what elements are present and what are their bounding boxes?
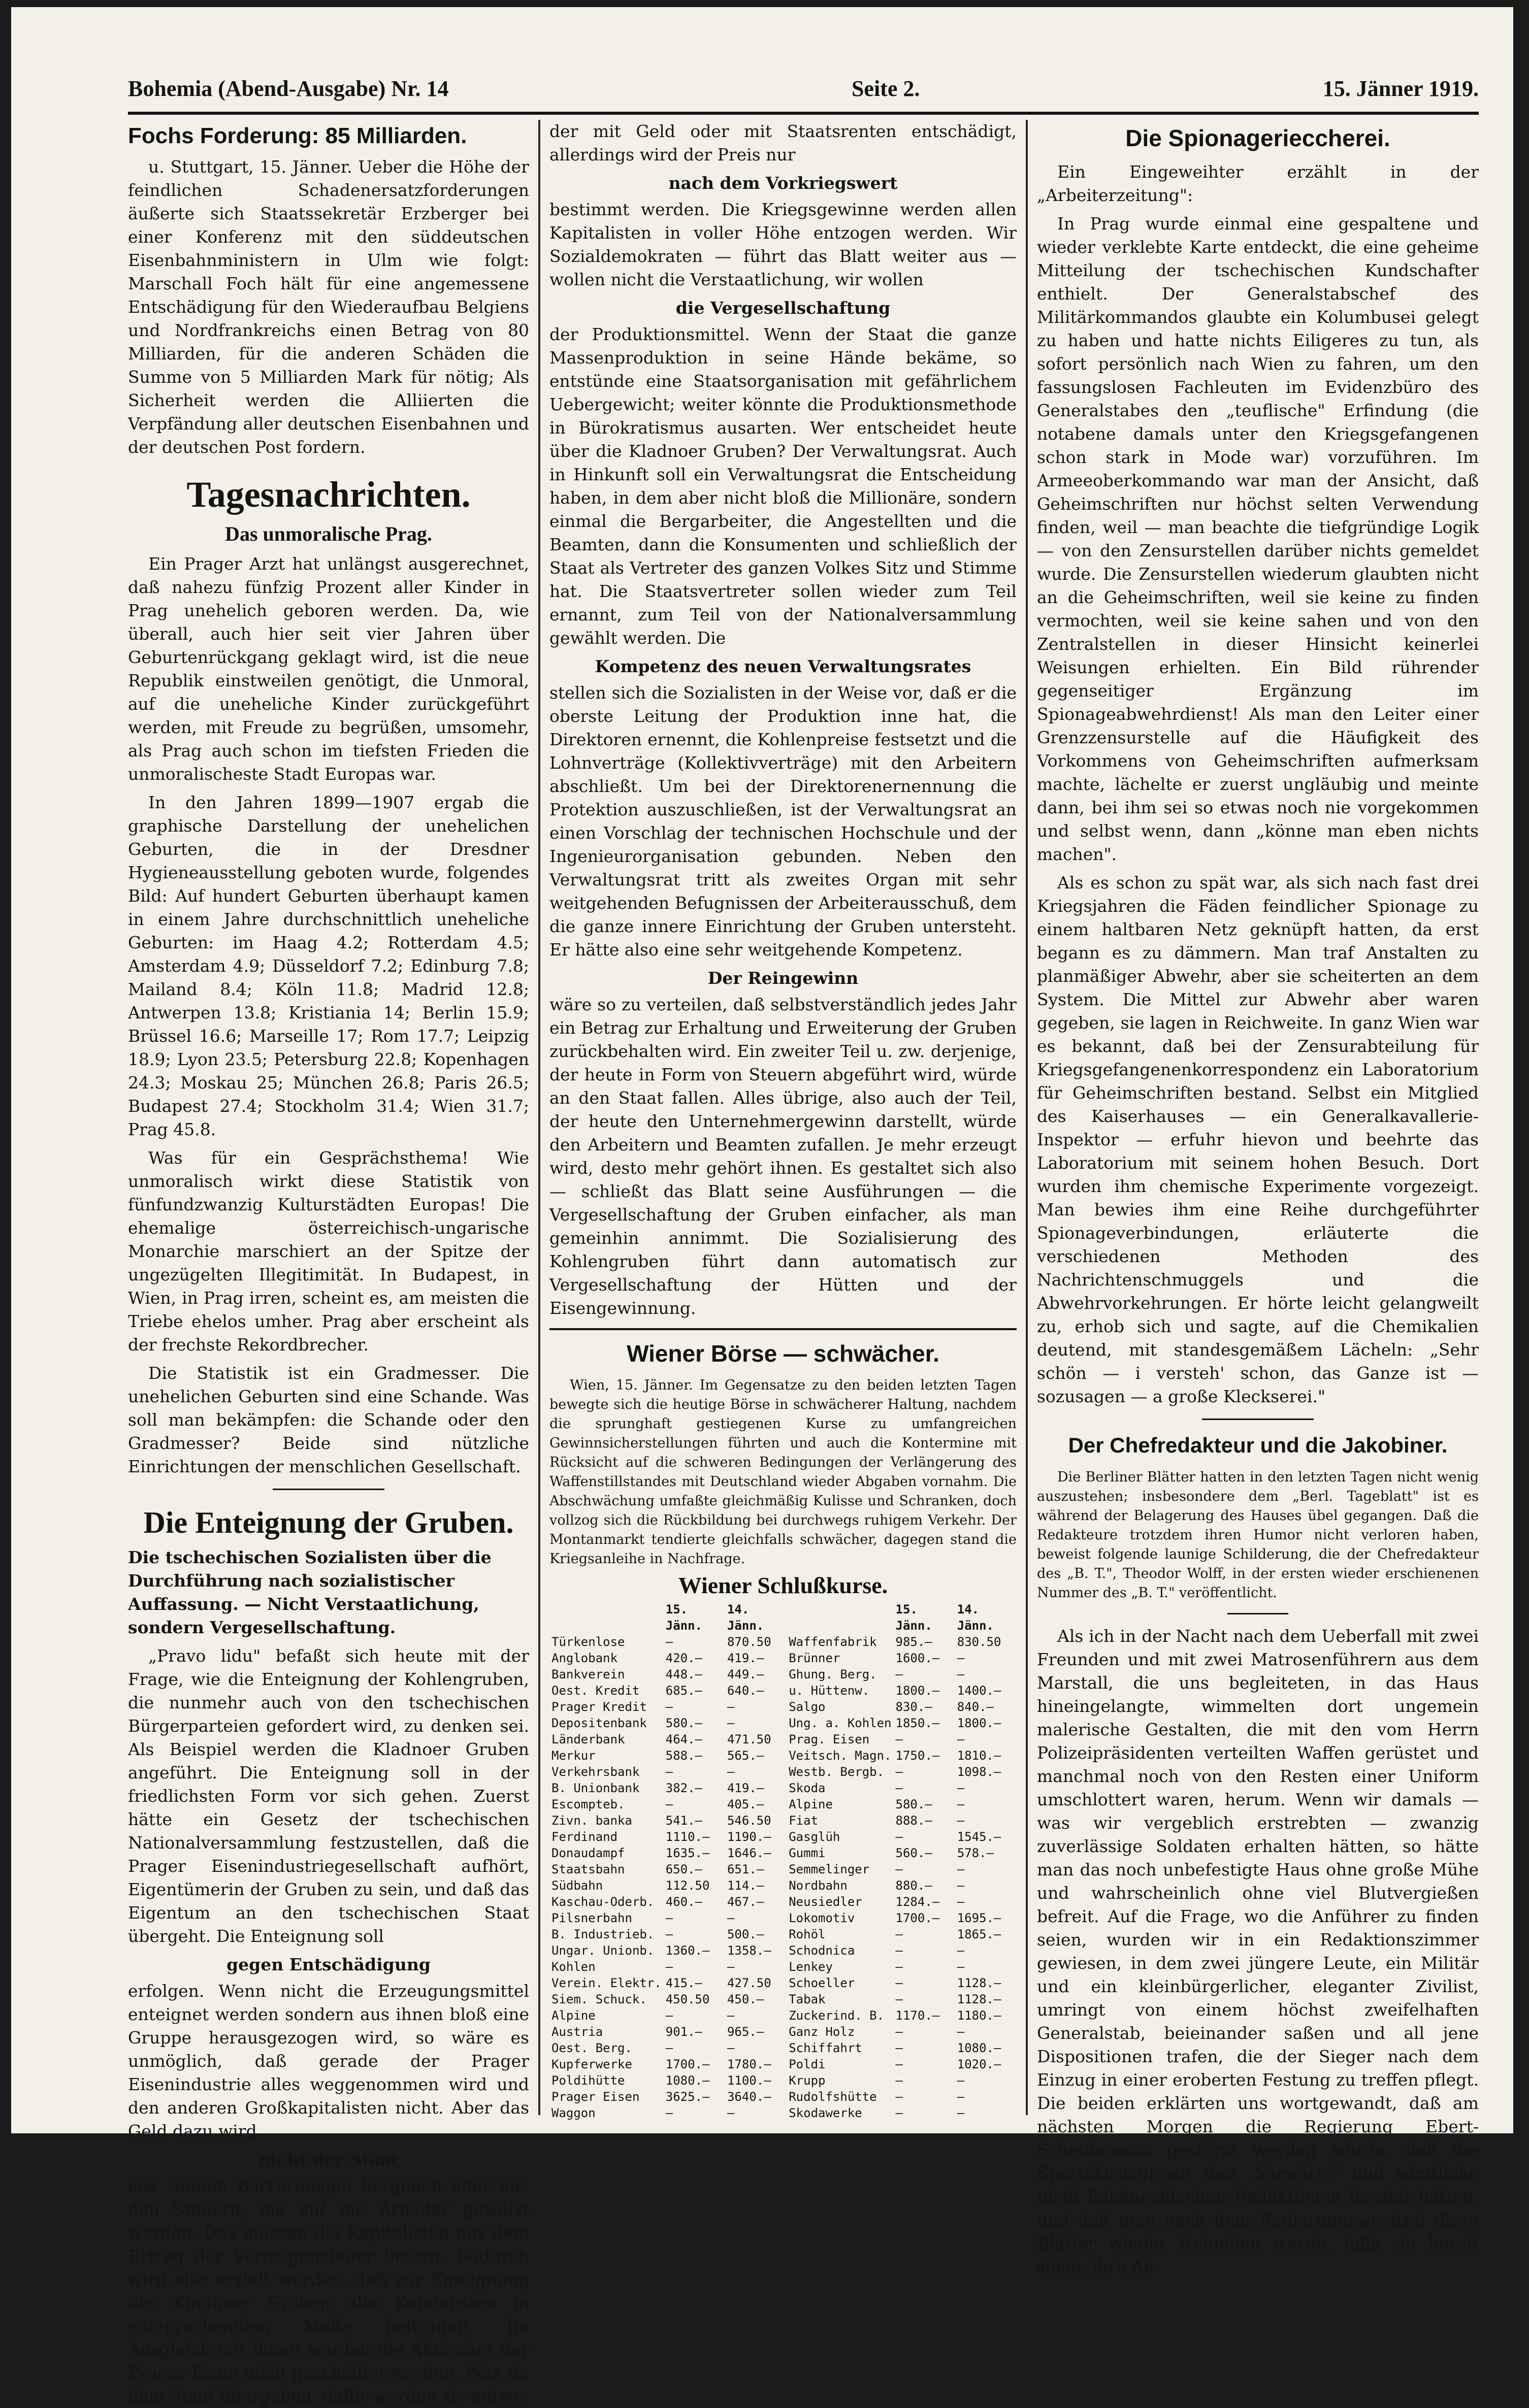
table-cell: 427.50 — [727, 1976, 771, 1990]
spionage-paragraph: Ein Eingeweihter erzählt in der „Arbeiterzeitung": — [1037, 162, 1479, 205]
table-cell: — — [895, 2041, 903, 2055]
table-cell: 460.— — [665, 1895, 702, 1909]
table-row — [549, 2056, 1017, 2072]
table-cell: Prager Kredit — [551, 1700, 647, 1714]
table-cell: 448.— — [665, 1667, 702, 1681]
prag-paragraph: Ein Prager Arzt hat unlängst ausgerechnet, daß nahezu fünfzig Prozent aller Kinder in Prag unehelich geboren werden. Da, wie überall, auch hier seit vier Jahren über Geburtenrückgang geklagt wird, ist die neue Republik einstweilen genötigt, die Unmoral, auf die uneheliche Kinder zurückgeführt werden, mit Freude zu begrüßen, umsomehr, als Prag auch schon im tiefsten Frieden die unmoralischeste Stadt Europas war. — [128, 554, 529, 784]
table-cell: Zuckerind. B. — [789, 2008, 885, 2023]
stock-quotes-table — [549, 1601, 1017, 2121]
table-cell: Rudolfshütte — [789, 2090, 877, 2104]
table-cell: Ghung. Berg. — [789, 1667, 877, 1681]
table-cell: 500.— — [727, 1927, 764, 1941]
table-cell: Skodawerke — [789, 2106, 862, 2120]
table-cell: — — [957, 1895, 965, 1909]
table-cell: Verein. Elektr. — [551, 1976, 662, 1990]
table-cell: 1110.— — [665, 1830, 710, 1844]
table-cell: Austria — [551, 2025, 603, 2039]
table-cell: — — [895, 1960, 903, 1974]
spionage-paragraph: Als es schon zu spät war, als sich nach fast drei Kriegsjahren die Fäden feindlicher Spionage zu einem haltbaren Netz geknüpft hatten, da erst begann es zu dämmern. Man traf Anstalten zu planmäßiger Abwehr, aber sie scheiterten an dem System. Die Mittel zur Abwehr aber waren gegeben, sie lagen in Reichweite. In ganz Wien war es bekannt, daß bei der Zensurabteilung für Kriegsgefangenenkorrespondenz ein Laboratorium für Geheimschriften bestand. Selbst ein Mitglied des Kaiserhauses — ein Generalkavallerie-Inspektor — erfuhr hievon und beehrte das Laboratorium mit seinem hohen Besuch. Dort wurden ihm chemische Experimente vorgezeigt. Man bewies ihm eine Reihe durchgeführter Spionageverbindungen, erläuterte die verschiedenen Methoden des Nachrichtenschmuggels und die Abwehrvorkehrungen. Er hörte leicht gelangweilt zu, erhob sich und sagte, auf die Chemikalien deutend, mit standesgemäßem Lächeln: „Sehr schön — i versteh' schon, das Ganze ist — sozusagen — a große Kleckserei." — [1037, 873, 1479, 1406]
table-cell: 1358.— — [727, 1943, 771, 1958]
table-cell: — — [665, 1911, 673, 1925]
boerse-report: Wien, 15. Jänner. Im Gegensatze zu den beiden letzten Tagen bewegte sich die heutige Börse in schwächerer Haltung, nachdem die sprunghaft gestiegenen Kurse zu umfangreichen Gewinnsicherstellungen führten und auch die Kontermine mit Rücksicht auf die schweren Bedingungen der Verlängerung des Waffenstillstandes mit Deutschland wieder Abgaben vornahm. Die Abschwächung umfaßte gleichmäßig Kulisse und Schranken, doch vollzog sich die Rückbildung bei durchwegs ruhigem Verkehr. Der Montanmarkt tendierte gleichfalls schwächer, dagegen stand die Kriegsanleihe in Nachfrage. — [549, 1377, 1017, 1567]
table-cell: 1545.— — [957, 1830, 1001, 1844]
table-cell: Prag. Eisen — [789, 1732, 870, 1746]
table-cell: Gummi — [789, 1846, 826, 1860]
table-cell: Neusiedler — [789, 1895, 862, 1909]
column-2 — [549, 120, 1017, 2120]
stock-quotes-header-cell — [549, 1601, 664, 1634]
table-cell: Skoda — [789, 1781, 826, 1795]
stock-quotes-header — [549, 1601, 1017, 1634]
table-cell: Salgo — [789, 1700, 826, 1714]
table-cell: 1170.— — [895, 2008, 940, 2023]
chefredakteur-paragraph: Als ich in der Nacht nach dem Ueberfall mit zwei Freunden und mit zwei Matrosenführern aus dem Marstall, die uns begleiteten, in das Haus hineingelangte, wimmelten dort ungemein malerische Gestalten, die mit den vom Herrn Polizeipräsidenten verteilten Waffen gerüstet und manchmal noch von den Resten einer Uniform umschlottert waren, herum. Wenn wir damals — was wir vergeblich erstrebten — zwanzig zuverlässige Soldaten erhalten hätten, so hätte man das noch unbefestigte Haus ohne große Mühe und wahrscheinlich ohne viel Blutvergießen befreit. Auf die Frage, wo die Anführer zu finden seien, wurden wir in ein Redaktionszimmer gewiesen, in dem zwei jüngere Leute, ein Militär und ein kleinbürgerlicher, eleganter Zivilist, umringt von einem höchst zweifelhaften Generalstab, beieinander saßen und all jene Dispositionen trafen, die der Sieger nach dem Einzug in einer eroberten Festung zu treffen pflegt. Die beiden erklärten uns wortgewandt, daß am nächsten Morgen die Regierung Ebert-Scheidemann gestürzt werden würde, daß die Spartakustruppen den „Vorwärts" und sämtliche nicht liebknechtschen Redaktionen besetzt hätten, und daß man nach dem Regierungswechsel diese Blätter wieder freigeben werde, falls sie bereit seien, ihre An- — [1037, 1626, 1479, 2277]
table-cell: 888.— — [895, 1813, 932, 1828]
spionage-paragraph: In Prag wurde einmal eine gespaltene und wieder verklebte Karte entdeckt, die eine geheime Mitteilung der tschechischen Kundschafter enthielt. Der Generalstabschef des Militärkommandos glaubte ein Kolumbusei gelegt zu haben und hatte nichts Eiligeres zu tun, als sofort persönlich nach Wien zu fahren, um den fassungslosen Fachleuten im Evidenzbüro des Generalstabes den „teuflische" Erfindung (die notabene damals unter den Kriegsgefangenen schon stark in Mode war) vorzuführen. Im Armeeoberkommando war man der Ansicht, daß Geheimschriften nur höchst selten Verwendung finden, weil — man beachte die tiefgründige Logik — von den Zensurstellen darüber nichts gemeldet wurde. Die Zensurstellen wiederum glaubten nicht an die Geheimschriften, weil sie keine zu finden vermochten, weil sie keine sahen und von den Zentralstellen in dieser Hinsicht keinerlei Weisungen erhielten. Ein Bild rührender gegenseitiger Ergänzung im Spionageabwehrdienst! Als man den Leiter einer Grenzzensurstelle auf die Häufigkeit des Vorkommens von Geheimschriften aufmerksam machte, lächelte er zuerst ungläubig und meinte dann, bei ihm sei so etwas noch nie vorgekommen und selbst wenn, dann „könne man eben nichts machen". — [1037, 214, 1479, 864]
table-cell: 1800.— — [895, 1684, 940, 1698]
gruben-subhead: nicht der Staat — [258, 2150, 399, 2169]
table-row — [549, 2007, 1017, 2024]
table-row — [549, 1812, 1017, 1829]
table-cell: Waggon — [551, 2106, 596, 2120]
page-number: Seite 2. — [851, 76, 920, 101]
table-cell: 830.— — [895, 1700, 932, 1714]
table-cell: 112.50 — [665, 1878, 710, 1893]
table-cell: — — [727, 1700, 735, 1714]
gruben-subhead: Der Reingewinn — [707, 968, 859, 988]
table-row — [549, 1845, 1017, 1861]
table-row — [549, 2072, 1017, 2089]
prag-paragraph: Die Statistik ist ein Gradmesser. Die unehelichen Geburten sind eine Schande. Was soll man bekämpfen: die Schande oder den Gradmesser? Beide sind nützliche Einrichtungen der menschlichen Gesellschaft. — [128, 1363, 529, 1476]
table-cell: — — [895, 2025, 903, 2039]
table-cell: — — [957, 1651, 965, 1665]
column-divider-1 — [538, 120, 540, 2115]
table-cell: — — [665, 2008, 673, 2023]
table-cell: Westb. Bergb. — [789, 1765, 885, 1779]
table-cell: Oest. Kredit — [551, 1684, 640, 1698]
page-header — [128, 67, 1479, 110]
stock-quotes-header-cell: 15. Jänn. — [895, 1602, 932, 1633]
table-cell: Schoeller — [789, 1976, 855, 1990]
table-cell: 565.— — [727, 1749, 764, 1763]
table-cell: — — [895, 1667, 903, 1681]
table-row — [549, 1780, 1017, 1796]
stock-quotes-header-cell: 14. Jänn. — [957, 1602, 994, 1633]
table-cell: Depositenbank — [551, 1716, 647, 1730]
gruben-continued: bestimmt werden. Die Kriegsgewinne werden allen Kapitalisten in voller Höhe entzogen werden. Wir Sozialdemokraten — führt das Blatt weiter aus — wollen nicht die Verstaatlichung, wir wollen — [549, 200, 1017, 289]
gruben-continued: wäre so zu verteilen, daß selbstverständlich jedes Jahr ein Betrag zur Erhaltung und Erweiterung der Gruben zurückbehalten wird. Ein zweiter Teil u. zw. derjenige, der heute in Form von Steuern abgeführt wird, würde an den Staat fallen. Alles übrige, also auch der Teil, der heute den Unternehmergewinn darstellt, würde den Arbeitern und Beamten zufallen. Je mehr erzeugt wird, desto mehr gehört ihnen. Es gestaltet sich also — schließt das Blatt seine Ausführungen — die Vergesellschaftung der Gruben einfacher, als man gemeinhin annimmt. Die Sozialisierung des Kohlengruben führt dann automatisch zur Vergesellschaftung der Hütten und der Eisengewinnung. — [549, 995, 1017, 1318]
table-cell: Schiffahrt — [789, 2041, 862, 2055]
table-row — [549, 1747, 1017, 1764]
table-cell: Lokomotiv — [789, 1911, 855, 1925]
table-cell: Kupferwerke — [551, 2057, 632, 2071]
table-row — [549, 1699, 1017, 1715]
table-cell: 1100.— — [727, 2073, 771, 2088]
table-cell: 1360.— — [665, 1943, 710, 1958]
header-rule — [128, 112, 1479, 115]
table-cell: — — [665, 2106, 673, 2120]
table-cell: 640.— — [727, 1684, 764, 1698]
article-separator — [1202, 1419, 1314, 1420]
table-cell: Prager Eisen — [551, 2090, 640, 2104]
table-row — [549, 1650, 1017, 1666]
table-row — [549, 1926, 1017, 1942]
table-row — [549, 1829, 1017, 1845]
table-cell: — — [727, 1911, 735, 1925]
kurse-table-title: Wiener Schlußkurse. — [678, 1572, 888, 1598]
table-cell: 405.— — [727, 1797, 764, 1811]
table-cell: Südbahn — [551, 1878, 603, 1893]
table-cell: — — [957, 1732, 965, 1746]
table-row — [549, 1796, 1017, 1812]
table-cell: — — [727, 1960, 735, 1974]
table-cell: Alpine — [551, 2008, 596, 2023]
table-row — [549, 1877, 1017, 1894]
table-cell: 1646.— — [727, 1846, 771, 1860]
table-cell: 985.— — [895, 1635, 932, 1649]
table-cell: — — [957, 1797, 965, 1811]
table-cell: 419.— — [727, 1781, 764, 1795]
table-cell: 1750.— — [895, 1749, 940, 1763]
table-cell: 1700.— — [895, 1911, 940, 1925]
table-cell: 901.— — [665, 2025, 702, 2039]
table-cell: — — [895, 1862, 903, 1876]
table-cell: 541.— — [665, 1813, 702, 1828]
table-cell: 1810.— — [957, 1749, 1001, 1763]
table-cell: — — [895, 2090, 903, 2104]
table-cell: 546.50 — [727, 1813, 771, 1828]
table-cell: 870.50 — [727, 1635, 771, 1649]
table-cell: — — [957, 2090, 965, 2104]
table-row — [549, 1764, 1017, 1780]
table-cell: Türkenlose — [551, 1635, 625, 1649]
table-cell: Pilsnerbahn — [551, 1911, 632, 1925]
table-cell: 1600.— — [895, 1651, 940, 1665]
table-cell: — — [895, 1732, 903, 1746]
table-cell: — — [957, 1862, 965, 1876]
table-cell: 578.— — [957, 1846, 994, 1860]
table-cell: 467.— — [727, 1895, 764, 1909]
table-cell: Anglobank — [551, 1651, 618, 1665]
table-row — [549, 1683, 1017, 1699]
table-cell: Tabak — [789, 1992, 826, 2006]
table-cell: Länderbank — [551, 1732, 625, 1746]
table-cell: 1180.— — [957, 2008, 1001, 2023]
table-cell: Lenkey — [789, 1960, 833, 1974]
table-cell: 880.— — [895, 1878, 932, 1893]
table-row — [549, 1634, 1017, 1650]
table-cell: 114.— — [727, 1878, 764, 1893]
table-cell: 1695.— — [957, 1911, 1001, 1925]
table-cell: Rohöl — [789, 1927, 826, 1941]
table-cell: — — [957, 1943, 965, 1958]
table-cell: Alpine — [789, 1797, 833, 1811]
table-cell: 840.— — [957, 1700, 994, 1714]
table-cell: — — [665, 1960, 673, 1974]
chefredakteur-headline: Der Chefredakteur und die Jakobiner. — [1068, 1433, 1448, 1457]
issue-date: 15. Jänner 1919. — [1322, 76, 1479, 101]
table-row — [549, 2089, 1017, 2105]
table-cell: Donaudampf — [551, 1846, 625, 1860]
table-row — [549, 1959, 1017, 1975]
table-row — [549, 1942, 1017, 1959]
table-cell: — — [957, 2106, 965, 2120]
table-cell: — — [665, 2041, 673, 2055]
table-row — [549, 1975, 1017, 1991]
table-cell: Veitsch. Magn. — [789, 1749, 892, 1763]
table-cell: 651.— — [727, 1862, 764, 1876]
column-divider-2 — [1026, 120, 1028, 2115]
table-cell: — — [957, 1781, 965, 1795]
table-cell: 1020.— — [957, 2057, 1001, 2071]
gruben-continued: der Produktionsmittel. Wenn der Staat die ganze Massenproduktion in seine Hände bekäme, so entstünde eine Staatsorganisation mit gefährlichem Uebergewicht; weiter könnte die Produktionsmethode in Bürokratismus ausarten. Wer entscheidet heute über die Kladnoer Gruben? Der Verwaltungsrat. Auch in Hinkunft soll ein Verwaltungsrat die Entscheidung haben, in dem aber nicht bloß die Millionäre, sondern einmal die Bergarbeiter, die Angestellten und die Beamten, dann die Konsumenten und schließlich der Staat als Vertreter des ganzen Volkes Sitz und Stimme hat. Die Staatsvertreter sollen wieder zum Teil ernannt, zum Teil von der Nationalversammlung gewählt werden. Die — [549, 324, 1017, 648]
prag-paragraph: In den Jahren 1899—1907 ergab die graphische Darstellung der unehelichen Geburten, die in der Dresdner Hygieneausstellung geboten wurde, folgendes Bild: Auf hundert Geburten überhaupt kamen in einem Jahre durchschnittlich uneheliche Geburten: im Haag 4.2; Rotterdam 4.5; Amsterdam 4.9; Düsseldorf 7.2; Edinburg 7.8; Mailand 8.4; Köln 11.8; Madrid 12.8; Antwerpen 13.8; Kristiania 14; Berlin 15.9; Brüssel 16.6; Marseille 17; Rom 17.7; Leipzig 18.9; Lyon 23.5; Petersburg 22.8; Kopenhagen 24.3; Moskau 25; München 26.8; Paris 26.5; Budapest 27.4; Stockholm 31.4; Wien 31.7; Prag 45.8. — [128, 793, 529, 1139]
gruben-continued: der mit Geld oder mit Staatsrenten entschädigt, allerdings wird der Preis nur — [549, 121, 1017, 164]
table-cell: Poldi — [789, 2057, 826, 2071]
table-cell: — — [895, 1927, 903, 1941]
stock-quotes-header-cell — [787, 1601, 893, 1634]
table-cell: B. Unionbank — [551, 1781, 640, 1795]
table-cell: Oest. Berg. — [551, 2041, 632, 2055]
table-cell: 1850.— — [895, 1716, 940, 1730]
table-cell: B. Industrieb. — [551, 1927, 655, 1941]
table-cell: — — [957, 1960, 965, 1974]
table-cell: — — [895, 1992, 903, 2006]
gruben-subhead: gegen Entschädigung — [226, 1955, 431, 1974]
table-cell: — — [895, 1830, 903, 1844]
table-cell: 580.— — [895, 1797, 932, 1811]
table-cell: Semmelinger — [789, 1862, 870, 1876]
column-3 — [1037, 120, 1479, 2277]
table-row — [549, 1910, 1017, 1926]
stock-quotes-header-cell: 15. Jänn. — [665, 1602, 702, 1633]
table-cell: 1400.— — [957, 1684, 1001, 1698]
article-separator — [273, 1489, 384, 1490]
gruben-paragraph: erfolgen. Wenn nicht die Erzeugungsmittel enteignet werden sondern aus ihnen bloß eine Gruppe herausgezogen wird, so wäre es unmöglich, daß gerade der Prager Eisenindustrie alles weggenommen wird und den anderen Großkapitalisten nicht. Aber das Geld dazu wird — [128, 1981, 529, 2141]
table-row — [549, 1894, 1017, 1910]
gruben-subhead: die Vergesellschaftung — [675, 298, 891, 318]
table-cell: 419.— — [727, 1651, 764, 1665]
table-cell: 449.— — [727, 1667, 764, 1681]
table-cell: 588.— — [665, 1749, 702, 1763]
table-cell: — — [665, 1765, 673, 1779]
table-cell: 450.50 — [665, 1992, 710, 2006]
table-cell: — — [727, 2041, 735, 2055]
masthead-left: Bohemia (Abend-Ausgabe) Nr. 14 — [128, 76, 449, 101]
table-row — [549, 1666, 1017, 1683]
table-row — [549, 1861, 1017, 1877]
table-cell: 650.— — [665, 1862, 702, 1876]
boerse-section — [549, 1328, 1017, 2121]
column-1 — [128, 120, 529, 2406]
table-cell: — — [895, 2073, 903, 2088]
table-cell: Merkur — [551, 1749, 596, 1763]
gruben-lead: Die tschechischen Sozialisten über die Durchführung nach sozialistischer Auffassung. — Nicht Verstaatlichung, sondern Vergesellschaftung. — [128, 1547, 492, 1637]
table-cell: Ferdinand — [551, 1830, 618, 1844]
section-title-tagesnachrichten: Tagesnachrichten. — [186, 474, 471, 515]
table-cell: 1128.— — [957, 1976, 1001, 1990]
table-cell: — — [895, 1976, 903, 1990]
table-cell: — — [727, 1716, 735, 1730]
table-row — [549, 2105, 1017, 2121]
table-cell: 1800.— — [957, 1716, 1001, 1730]
table-cell: Siem. Schuck. — [551, 1992, 647, 2006]
table-cell: — — [895, 2057, 903, 2071]
table-cell: 1284.— — [895, 1895, 940, 1909]
table-cell: 580.— — [665, 1716, 702, 1730]
table-cell: Krupp — [789, 2073, 826, 2088]
spionage-headline: Die Spionagerieccherei. — [1125, 125, 1390, 151]
table-cell: 965.— — [727, 2025, 764, 2039]
table-cell: 1635.— — [665, 1846, 710, 1860]
table-cell: 1865.— — [957, 1927, 1001, 1941]
table-cell: Nordbahn — [789, 1878, 848, 1893]
table-cell: 3625.— — [665, 2090, 710, 2104]
chefredakteur-intro: Die Berliner Blätter hatten in den letzten Tagen nicht wenig auszustehen; insbesondere dem „Berl. Tageblatt" ist es während der Belagerung des Hauses übel gegangen. Daß die Redakteure trotzdem ihren Humor nicht verloren haben, beweist folgende launige Schilderung, die der Chefredakteur des „B. T.", Theodor Wolff, in der ersten wieder erschienenen Nummer des „B. T." veröffentlicht. — [1037, 1469, 1479, 1601]
table-cell: Brünner — [789, 1651, 840, 1665]
gruben-paragraph: aus seinem Barvermögen hergeben oder aus den Steuern, die auf die Arbeiter gewälzt werden. Das müssen die Kapitalisten aus dem Ertrag der Vermögensteuer liefern. Dadurch wird also erzielt werden, daß zur Enteignung der Kladnoer Gruben alle Kapitalisten in entsprechendem Maße beitragen. Im Ausgleich mit ihnen werden die Aktionäre der Prager Eisen nicht geschädigt werden. Was sie dem Staat übergeben, dafür werden sie entwe- — [128, 2176, 529, 2406]
table-cell: Staatsbahn — [551, 1862, 625, 1876]
table-cell: 471.50 — [727, 1732, 771, 1746]
table-cell: 830.50 — [957, 1635, 1001, 1649]
table-cell: Schodnica — [789, 1943, 855, 1958]
table-cell: — — [727, 1765, 735, 1779]
table-cell: 450.— — [727, 1992, 764, 2006]
table-cell: 420.— — [665, 1651, 702, 1665]
table-cell: 1190.— — [727, 1830, 771, 1844]
table-row — [549, 1731, 1017, 1747]
table-cell: — — [665, 1797, 673, 1811]
table-row — [549, 1715, 1017, 1731]
table-row — [549, 1991, 1017, 2007]
table-cell: 3640.— — [727, 2090, 771, 2104]
table-cell: Escompteb. — [551, 1797, 625, 1811]
gruben-subhead: nach dem Vorkriegswert — [668, 173, 898, 193]
table-cell: — — [895, 1943, 903, 1958]
table-cell: 1080.— — [665, 2073, 710, 2088]
table-cell: — — [665, 1635, 673, 1649]
table-cell: — — [957, 1667, 965, 1681]
gruben-headline: Die Enteignung der Gruben. — [143, 1506, 514, 1539]
newspaper-page — [11, 7, 1513, 2406]
table-cell: Gasglüh — [789, 1830, 840, 1844]
foch-headline: Fochs Forderung: 85 Milliarden. — [128, 123, 467, 148]
table-cell: Waffenfabrik — [789, 1635, 877, 1649]
stock-quotes-header-cell: 14. Jänn. — [727, 1602, 764, 1633]
table-cell: 464.— — [665, 1732, 702, 1746]
table-cell: 1700.— — [665, 2057, 710, 2071]
foch-article: u. Stuttgart, 15. Jänner. Ueber die Höhe der feindlichen Schadenersatzforderungen äußerte sich Staatssekretär Erzberger bei einer Konferenz mit den süddeutschen Eisenbahnministern in Ulm wie folgt: Marschall Foch hält für eine angemessene Entschädigung für den Wiederaufbau Belgiens und Nordfrankreichs einen Betrag von 80 Milliarden, für die anderen Schäden die Summe von 5 Milliarden Mark für nötig; Als Sicherheit werden die Alliierten die Verpfändung aller deutschen Eisenbahnen und der deutschen Post fordern. — [128, 157, 529, 457]
gruben-continued: stellen sich die Sozialisten in der Weise vor, daß er die oberste Leitung der Produktion inne hat, die Direktoren ernennt, die Kohlenpreise festsetzt und die Lohnverträge (Kollektivverträge) mit den Arbeitern abschließt. Um bei der Direktorenernennung die Protektion auszuschließen, ist der Verwaltungsrat an einen Vorschlag der technischen Hochschule und der Ingenieurorganisation gebunden. Neben den Verwaltungsrat tritt als zweites Organ mit sehr weitgehenden Befugnissen der Arbeiterausschuß, dem die ganze innere Einrichtung der Gruben untersteht. Er hätte also eine sehr weitgehende Kompetenz. — [549, 683, 1017, 960]
table-cell: 382.— — [665, 1781, 702, 1795]
table-cell: Ungar. Unionb. — [551, 1943, 655, 1958]
table-row — [549, 2040, 1017, 2056]
table-cell: 415.— — [665, 1976, 702, 1990]
table-cell: — — [665, 1700, 673, 1714]
table-cell: Poldihütte — [551, 2073, 625, 2088]
table-cell: — — [665, 1927, 673, 1941]
gruben-subhead: Kompetenz des neuen Verwaltungsrates — [595, 656, 971, 676]
table-cell: Fiat — [789, 1813, 819, 1828]
table-cell: 1080.— — [957, 2041, 1001, 2055]
table-cell: — — [727, 2106, 735, 2120]
table-row — [549, 2024, 1017, 2040]
table-cell: 1128.— — [957, 1992, 1001, 2006]
table-cell: u. Hüttenw. — [789, 1684, 870, 1698]
gruben-paragraph: „Pravo lidu" befaßt sich heute mit der Frage, wie die Enteignung der Kohlengruben, die nunmehr auch von den tschechischen Bürgerparteien gefordert wird, zu denken sei. Als Beispiel werden die Kladnoer Gruben angeführt. Die Enteignung soll in der friedlichsten Form vor sich gehen. Zuerst hätte ein Gesetz der tschechischen Nationalversammlung festzustellen, daß die Prager Eisenindustriegesellschaft aufhört, Eigentümerin der Gruben zu sein, und daß das Eigentum an den tschechischen Staat übergeht. Die Enteignung soll — [128, 1646, 529, 1946]
table-cell: Verkehrsbank — [551, 1765, 640, 1779]
table-cell: Bankverein — [551, 1667, 625, 1681]
table-cell: Zivn. banka — [551, 1813, 632, 1828]
table-cell: — — [957, 1878, 965, 1893]
table-cell: 685.— — [665, 1684, 702, 1698]
table-cell: — — [895, 1781, 903, 1795]
table-cell: — — [727, 2008, 735, 2023]
table-cell: 560.— — [895, 1846, 932, 1860]
table-cell: Kaschau-Oderb. — [551, 1895, 655, 1909]
table-cell: — — [957, 2025, 965, 2039]
table-cell: 1098.— — [957, 1765, 1001, 1779]
table-cell: — — [895, 1765, 903, 1779]
prag-paragraph: Was für ein Gesprächsthema! Wie unmoralisch wirkt diese Statistik von fünfundzwanzig Kulturstädten Europas! Die ehemalige österreichisch-ungarische Monarchie marschiert an der Spitze der ungezügelten Illegitimität. In Budapest, in Wien, in Prag irren, scheint es, am meisten die Triebe ehelos umher. Prag aber erscheint als der frechste Rekordbrecher. — [128, 1148, 529, 1355]
table-cell: Ung. a. Kohlen — [789, 1716, 892, 1730]
table-cell: Kohlen — [551, 1960, 596, 1974]
table-cell: — — [957, 2073, 965, 2088]
prag-headline: Das unmoralische Prag. — [225, 522, 432, 545]
boerse-headline: Wiener Börse — schwächer. — [627, 1340, 939, 1367]
article-separator — [1227, 1613, 1288, 1614]
table-cell: 1780.— — [727, 2057, 771, 2071]
table-cell: — — [895, 2106, 903, 2120]
table-cell: — — [957, 1813, 965, 1828]
table-cell: Ganz Holz — [789, 2025, 855, 2039]
